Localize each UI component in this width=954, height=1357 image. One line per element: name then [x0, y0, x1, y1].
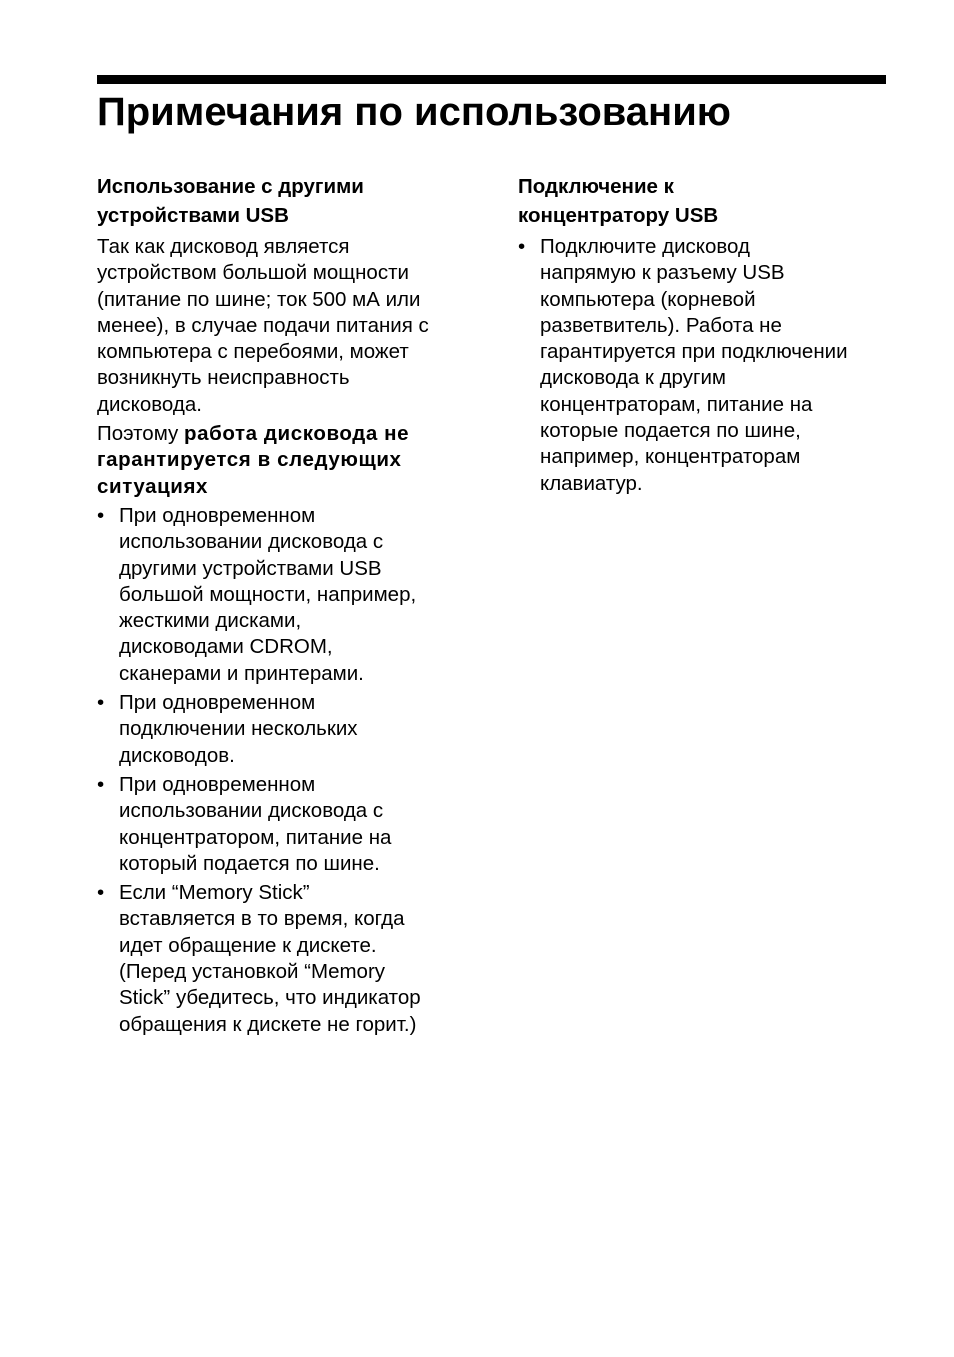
paragraph-prefix: Поэтому [97, 422, 184, 446]
list-item [97, 690, 469, 769]
page-title: Примечания по использованию [97, 90, 731, 134]
bullet-icon: • [97, 772, 105, 796]
list-item [518, 234, 890, 497]
paragraph-not-guaranteed [97, 421, 469, 500]
hub-list [518, 234, 890, 497]
bullet-icon: • [518, 235, 526, 258]
list-item-text: При одновременном использовании дисковода с другими устройствами USB большой мощности, например, жесткими дисками, дисководами CDROM, сканерами и принтерами. [119, 503, 417, 685]
list-item-text: Если “Memory Stick” вставляется в то время, когда идет обращение к дискете. (Перед установкой “Memory Stick” убедитесь, что индикатор обращения к дискете не горит.) [119, 881, 421, 1036]
section-heading-usb-hub: Подключение к концентратору USB [518, 175, 719, 227]
list-item-text: Подключите дисковод напрямую к разъему USB компьютера (корневой разветвитель). Работа не гарантируется при подключении дисковода к другим концентраторам, питание на которые подается по шине, например, концентраторам клавиатур. [540, 235, 848, 495]
list-item [97, 772, 469, 877]
list-item [97, 880, 469, 1038]
section-heading-usb-devices: Использование с другими устройствами USB [97, 175, 364, 227]
list-item [97, 503, 469, 687]
list-item-text: При одновременном подключении нескольких дисководов. [119, 691, 358, 767]
top-rule [97, 75, 886, 84]
list-item-text: При одновременном использовании дисковода с концентратором, питание на который подается по шине. [119, 772, 392, 875]
left-column [97, 172, 469, 1041]
bullet-icon: • [97, 503, 105, 527]
bullet-icon: • [97, 881, 105, 905]
right-column [518, 172, 890, 500]
bullet-icon: • [97, 691, 105, 715]
situations-list [97, 503, 469, 1038]
paragraph-power-note: Так как дисковод является устройством большой мощности (питание по шине; ток 500 мА или менее), в случае подачи питания с компьютера с перебоями, может возникнуть неисправность дисковода. [97, 235, 429, 416]
not-guaranteed-phrase: работа дисковода не гарантируется в следующих ситуациях [97, 422, 410, 498]
